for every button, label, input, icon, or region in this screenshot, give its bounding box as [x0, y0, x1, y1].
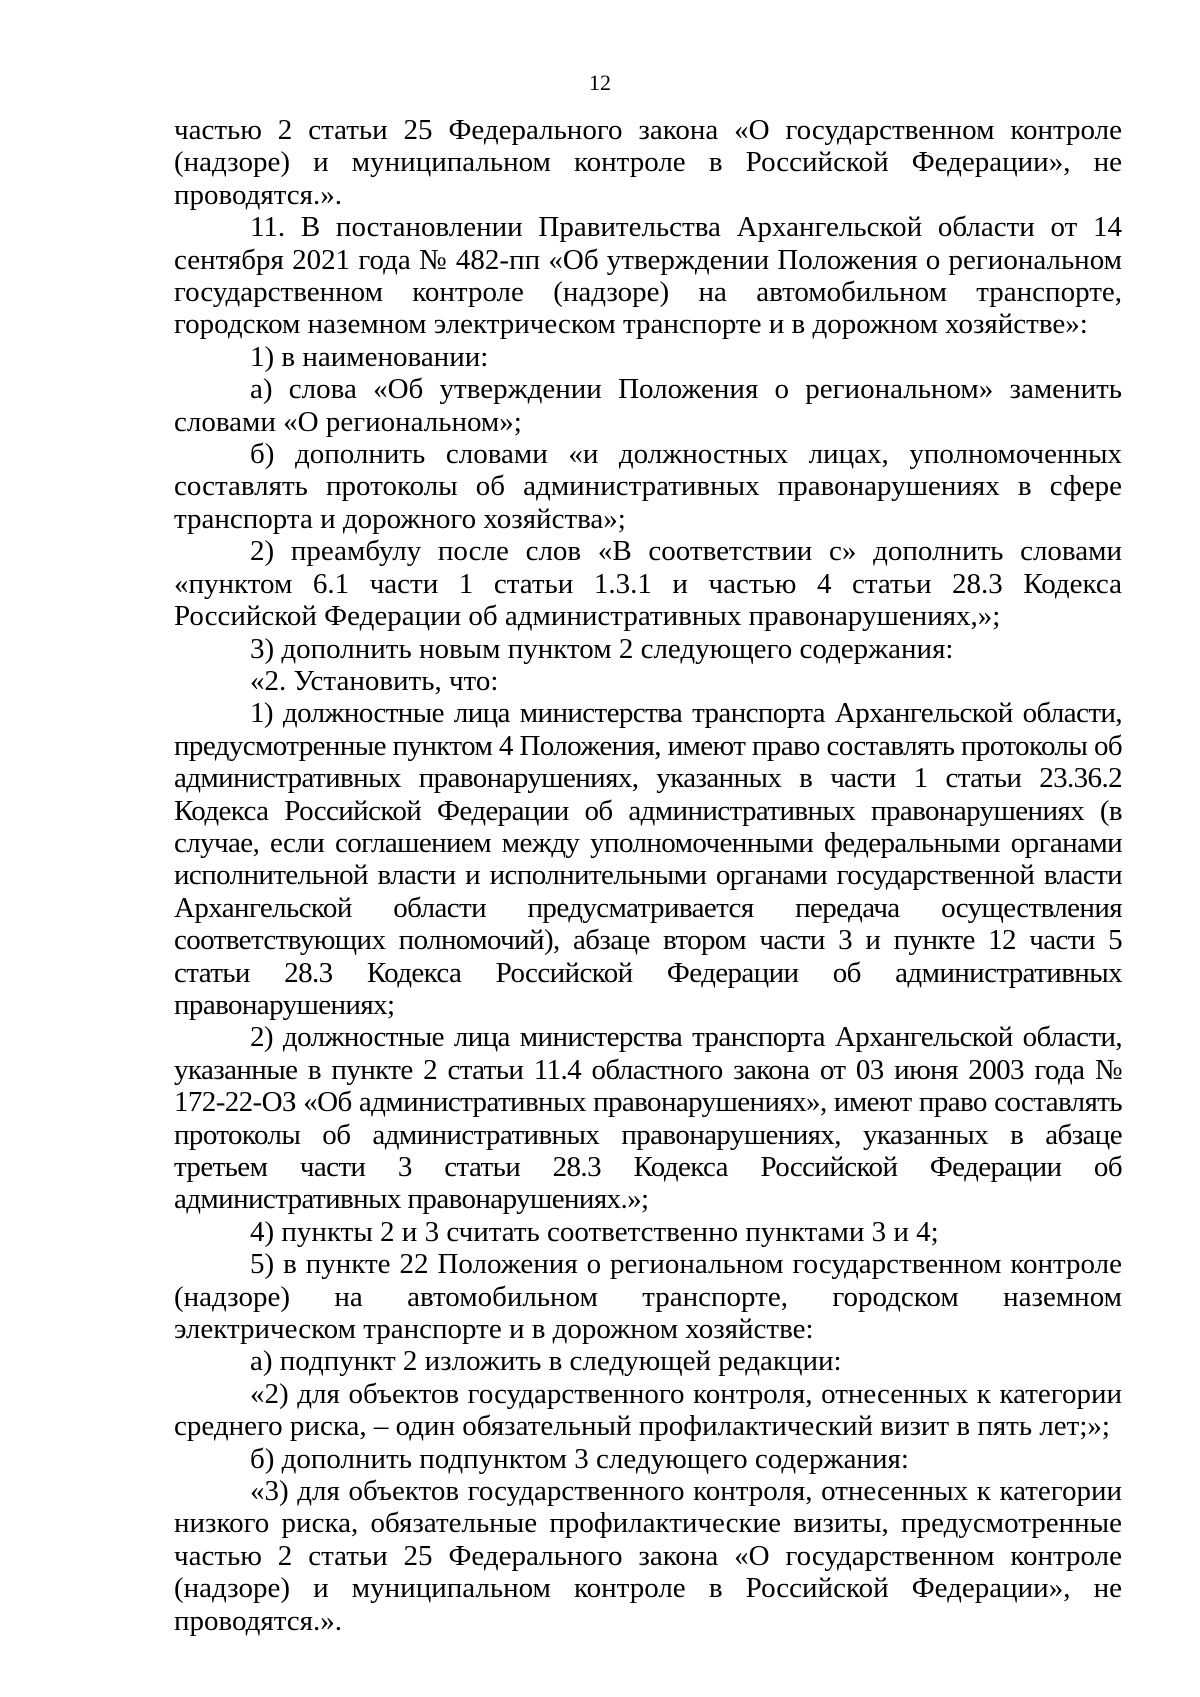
paragraph-subitem-1: 1) в наименовании: [250, 340, 489, 373]
page-number: 12 [589, 70, 611, 95]
paragraph-quote-point-1: 1) должностные лица министерства транспорта Архангельской области, предусмотренные пунктом 4 Положения, имеют право составлять протоколы об административных правонарушениях, указанных в части 1 статьи 23.36.2 Кодекса Российской Федерации об административных правонарушениях (в случае, если соглашением между уполномоченными федеральными органами исполнительной власти и исполнительными органами государственной власти Архангельской области предусматривается передача осуществления соответствующих полномочий), абзаце втором части 3 и пункте 12 части 5 статьи 28.3 Кодекса Российской Федерации об административных правонарушениях; [174, 697, 1122, 1021]
paragraph-subitem-4: 4) пункты 2 и 3 считать соответственно пунктами 3 и 4; [250, 1215, 939, 1248]
paragraph-subitem-3: 3) дополнить новым пунктом 2 следующего содержания: [250, 632, 954, 665]
paragraph-subitem-1b: б) дополнить словами «и должностных лицах, уполномоченных составлять протоколы об административных правонарушениях в сфере транспорта и дорожного хозяйства»; [174, 438, 1122, 535]
paragraph-quote-item-2: «2. Установить, что: [250, 664, 499, 697]
paragraph-quote-subpoint-3: «3) для объектов государственного контроля, отнесенных к категории низкого риска, обязательные профилактические визиты, предусмотренные частью 2 статьи 25 Федерального закона «О государственном контроле (надзоре) и муниципальном контроле в Российской Федерации», не проводятся.». [174, 1475, 1122, 1637]
paragraph-quote-point-2: 2) должностные лица министерства транспорта Архангельской области, указанные в пункте 2 статьи 11.4 областного закона от 03 июня 2003 года № 172-22-ОЗ «Об административных правонарушениях», имеют право составлять протоколы об административных правонарушениях, указанных в абзаце третьем части 3 статьи 28.3 Кодекса Российской Федерации об административных правонарушениях.»; [174, 1021, 1122, 1216]
paragraph-subitem-5b: б) дополнить подпунктом 3 следующего содержания: [250, 1442, 909, 1475]
paragraph-subitem-1a: а) слова «Об утверждении Положения о региональном» заменить словами «О региональном»; [174, 373, 1122, 438]
paragraph-subitem-5a: а) подпункт 2 изложить в следующей редакции: [250, 1345, 842, 1378]
document-body [174, 114, 1122, 1637]
paragraph-continuation: частью 2 статьи 25 Федерального закона «О государственном контроле (надзоре) и муниципальном контроле в Российской Федерации», не проводятся.». [174, 114, 1122, 211]
paragraph-subitem-5: 5) в пункте 22 Положения о региональном государственном контроле (надзоре) на автомобильном транспорте, городском наземном электрическом транспорте и в дорожном хозяйстве: [174, 1248, 1122, 1346]
paragraph-quote-subpoint-2: «2) для объектов государственного контроля, отнесенных к категории среднего риска, – один обязательный профилактический визит в пять лет;»; [174, 1377, 1122, 1443]
paragraph-subitem-2: 2) преамбулу после слов «В соответствии с» дополнить словами «пунктом 6.1 части 1 статьи 1.3.1 и частью 4 статьи 28.3 Кодекса Российской Федерации об административных правонарушениях,»; [174, 535, 1122, 633]
paragraph-item-11: 11. В постановлении Правительства Архангельской области от 14 сентября 2021 года № 482-пп «Об утверждении Положения о региональном государственном контроле (надзоре) на автомобильном транспорте, городском наземном электрическом транспорте и в дорожном хозяйстве»: [174, 211, 1122, 341]
